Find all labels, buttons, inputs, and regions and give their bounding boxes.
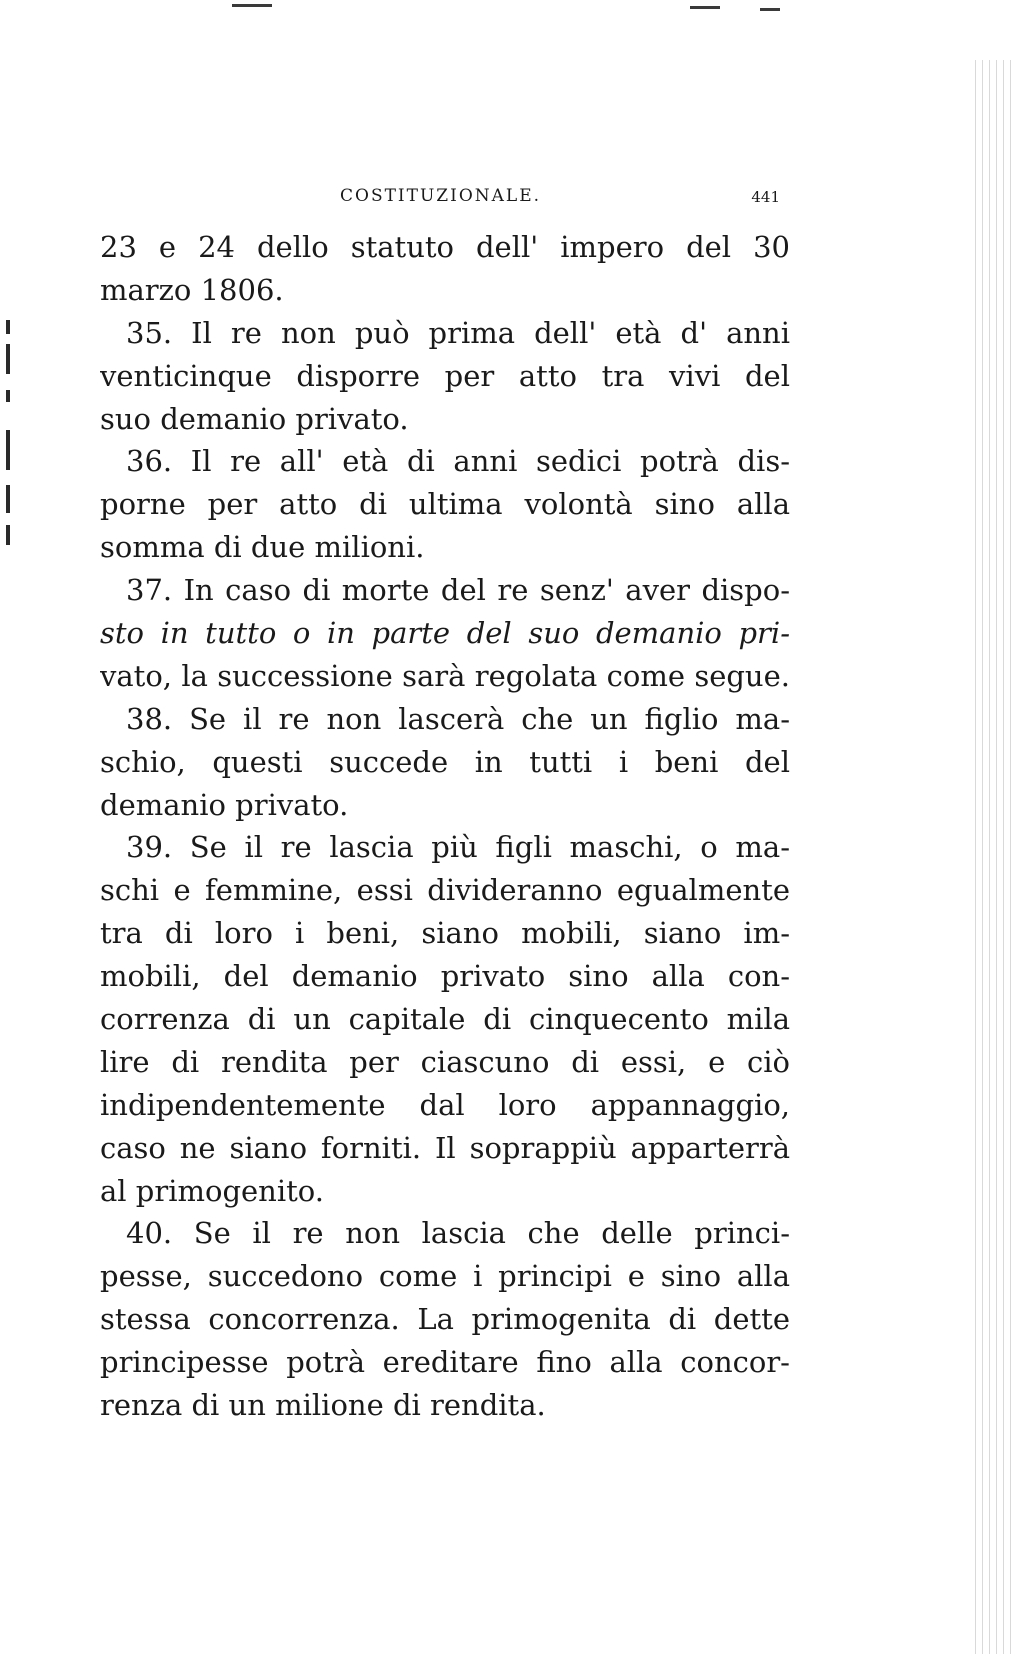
text-line: principesse potrà ereditare fino alla concor- <box>100 1345 790 1380</box>
text-line: al primogenito. <box>100 1173 324 1208</box>
text-line-italic: sto in tutto o in parte del suo demanio pri- <box>100 616 790 651</box>
left-margin-marks <box>6 320 16 560</box>
text-line: porne per atto di ultima volontà sino alla <box>100 487 790 522</box>
text-line: schio, questi succede in tutti i beni del <box>100 744 790 779</box>
text-line: stessa concorrenza. La primogenita di dette <box>100 1302 790 1337</box>
text-line: 40. Se il re non lascia che delle princi- <box>126 1216 790 1251</box>
text-line: pesse, succedono come i principi e sino alla <box>100 1259 790 1294</box>
text-line: 23 e 24 dello statuto dell' impero del 30 <box>100 230 790 264</box>
page-number: 441 <box>751 188 780 206</box>
text-line: mobili, del demanio privato sino alla con- <box>100 959 790 994</box>
page-header <box>100 186 790 216</box>
print-speck <box>760 8 780 11</box>
text-line: vato, la successione sarà regolata come segue. <box>100 658 790 693</box>
running-head: COSTITUZIONALE. <box>340 186 542 206</box>
text-line: indipendentemente dal loro appannaggio, <box>100 1087 790 1122</box>
print-speck <box>690 6 720 9</box>
text-line: lire di rendita per ciascuno di essi, e ciò <box>100 1044 790 1079</box>
text-line: venticinque disporre per atto tra vivi del <box>100 358 790 393</box>
text-line: 37. In caso di morte del re senz' aver dispo- <box>126 573 790 608</box>
text-line: 39. Se il re lascia più figli maschi, o ma- <box>126 830 790 865</box>
text-line: correnza di un capitale di cinquecento mila <box>100 1002 790 1037</box>
text-line: demanio privato. <box>100 787 349 822</box>
text-line: 38. Se il re non lascerà che un figlio ma- <box>126 701 790 736</box>
page-edge-shadow <box>972 60 1014 1654</box>
text-line: somma di due milioni. <box>100 530 425 565</box>
text-line: caso ne siano forniti. Il soprappiù apparterrà <box>100 1130 790 1165</box>
text-line: suo demanio privato. <box>100 401 409 436</box>
body-text <box>100 226 790 1427</box>
text-line: renza di un milione di rendita. <box>100 1388 546 1423</box>
text-line: 36. Il re all' età di anni sedici potrà dis- <box>126 444 790 479</box>
text-line: tra di loro i beni, siano mobili, siano im- <box>100 916 790 951</box>
print-speck <box>232 4 272 7</box>
text-line: schi e femmine, essi divideranno egualmente <box>100 873 790 908</box>
text-line: marzo 1806. <box>100 272 284 307</box>
text-line: 35. Il re non può prima dell' età d' anni <box>126 315 790 350</box>
